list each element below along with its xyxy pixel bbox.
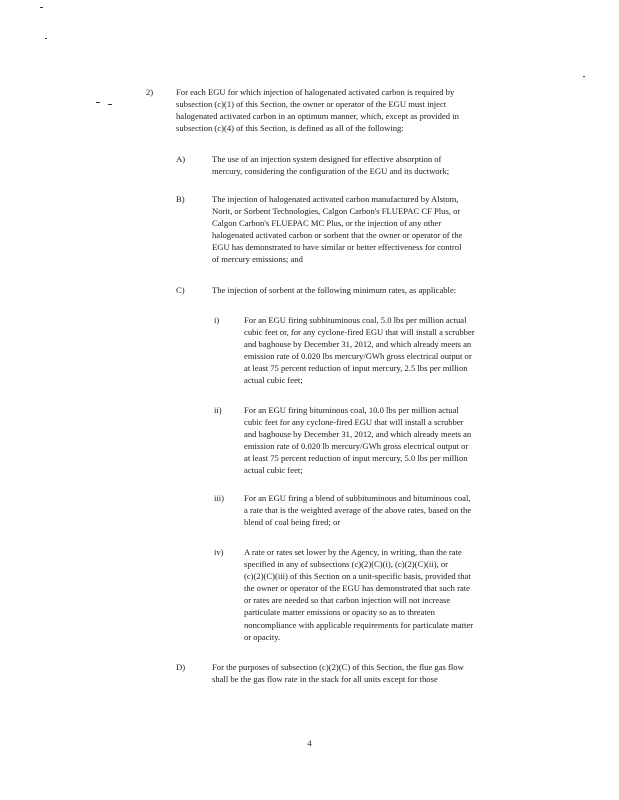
item-d-label: D) [176,662,186,672]
text-line: emission rate of 0.020 lb mercury/GWh gross electrical output or [244,441,469,452]
text-line: actual cubic feet; [244,465,303,476]
text-line: Calgon Carbon's FLUEPAC MC Plus, or the injection of any other [212,218,442,229]
text-line: a rate that is the weighted average of the above rates, based on the [244,505,472,516]
item-d-text [212,661,464,685]
text-line: For the purposes of subsection (c)(2)(C) of this Section, the flue gas flow [212,662,464,672]
item-b-label: B) [176,194,185,204]
item-ii-text [244,404,471,477]
item-iv-label: iv) [214,547,224,557]
text-line: The use of an injection system designed for effective absorption of [212,154,442,164]
text-line: actual cubic feet; [244,375,303,386]
text-line: blend of coal being fired; or [244,517,341,528]
text-line: For each EGU for which injection of halogenated activated carbon is required by [176,87,455,97]
text-line: of mercury emissions; and [212,254,303,265]
item-ii-label: ii) [214,405,222,415]
text-line: or rates are needed so that carbon injection will not increase [244,595,451,606]
text-line: A rate or rates set lower by the Agency, in writing, than the rate [244,547,462,557]
item-c-label: C) [176,285,185,295]
text-line: For an EGU firing a blend of subbituminous and bituminous coal, [244,493,471,503]
text-line: halogenated activated carbon or sorbent that the owner or operator of the [212,230,463,241]
text-line: subsection (c)(1) of this Section, the owner or operator of the EGU must inject [176,99,447,110]
scan-speck [40,7,43,8]
text-line: EGU has demonstrated to have similar or better effectiveness for control [212,242,462,253]
scan-speck [108,104,112,105]
text-line: For an EGU firing bituminous coal, 10.0 lbs per million actual [244,405,459,415]
item-i-label: i) [214,315,220,325]
text-line: mercury, considering the configuration of the EGU and its ductwork; [212,166,450,177]
text-line: halogenated activated carbon in an optimum manner, which, except as provided in [176,111,459,122]
item-iii-label: iii) [214,493,225,503]
text-line: at least 75 percent reduction of input mercury, 2.5 lbs per million [244,363,468,374]
text-line: (c)(2)(C)(iii) of this Section on a unit-specific basis, provided that [244,571,471,582]
item-a-text [212,153,449,177]
text-line: noncompliance with applicable requirements for particulate matter [244,619,474,630]
text-line: The injection of sorbent at the following minimum rates, as applicable: [212,285,457,295]
text-line: emission rate of 0.020 lbs mercury/GWh gross electrical output or [244,351,472,362]
item-iv-text [244,546,473,643]
text-line: and baghouse by December 31, 2012, and which already meets an [244,339,472,350]
scan-speck [583,76,585,77]
text-line: For an EGU firing subbituminous coal, 5.0 lbs per million actual [244,315,467,325]
item-2-text [176,86,459,134]
text-line: specified in any of subsections (c)(2)(C)(i), (c)(2)(C)(ii), or [244,559,449,570]
text-line: subsection (c)(4) of this Section, is defined as all of the following: [176,123,404,134]
item-b-text [212,193,462,266]
text-line: shall be the gas flow rate in the stack for all units except for those [212,674,438,685]
text-line: cubic feet for any cyclone-fired EGU that will install a scrubber [244,417,464,428]
page-number: 4 [307,738,312,748]
item-2-label: 2) [146,87,154,97]
item-c-text [212,284,456,296]
item-a-label: A) [176,154,186,164]
text-line: The injection of halogenated activated carbon manufactured by Alstom, [212,194,459,204]
text-line: Norit, or Sorbent Technologies, Calgon Carbon's FLUEPAC CF Plus, or [212,206,461,217]
item-i-text [244,314,475,387]
text-line: particulate matter emissions or opacity so as to threaten [244,607,435,618]
scan-speck [96,102,100,103]
text-line: or opacity. [244,631,281,642]
text-line: at least 75 percent reduction of input mercury, 5.0 lbs per million [244,453,468,464]
item-iii-text [244,492,471,528]
scan-speck [45,38,47,39]
text-line: cubic feet or, for any cyclone-fired EGU that will install a scrubber [244,327,475,338]
text-line: the owner or operator of the EGU has demonstrated that such rate [244,583,470,594]
text-line: and baghouse by December 31, 2012, and which already meets an [244,429,472,440]
